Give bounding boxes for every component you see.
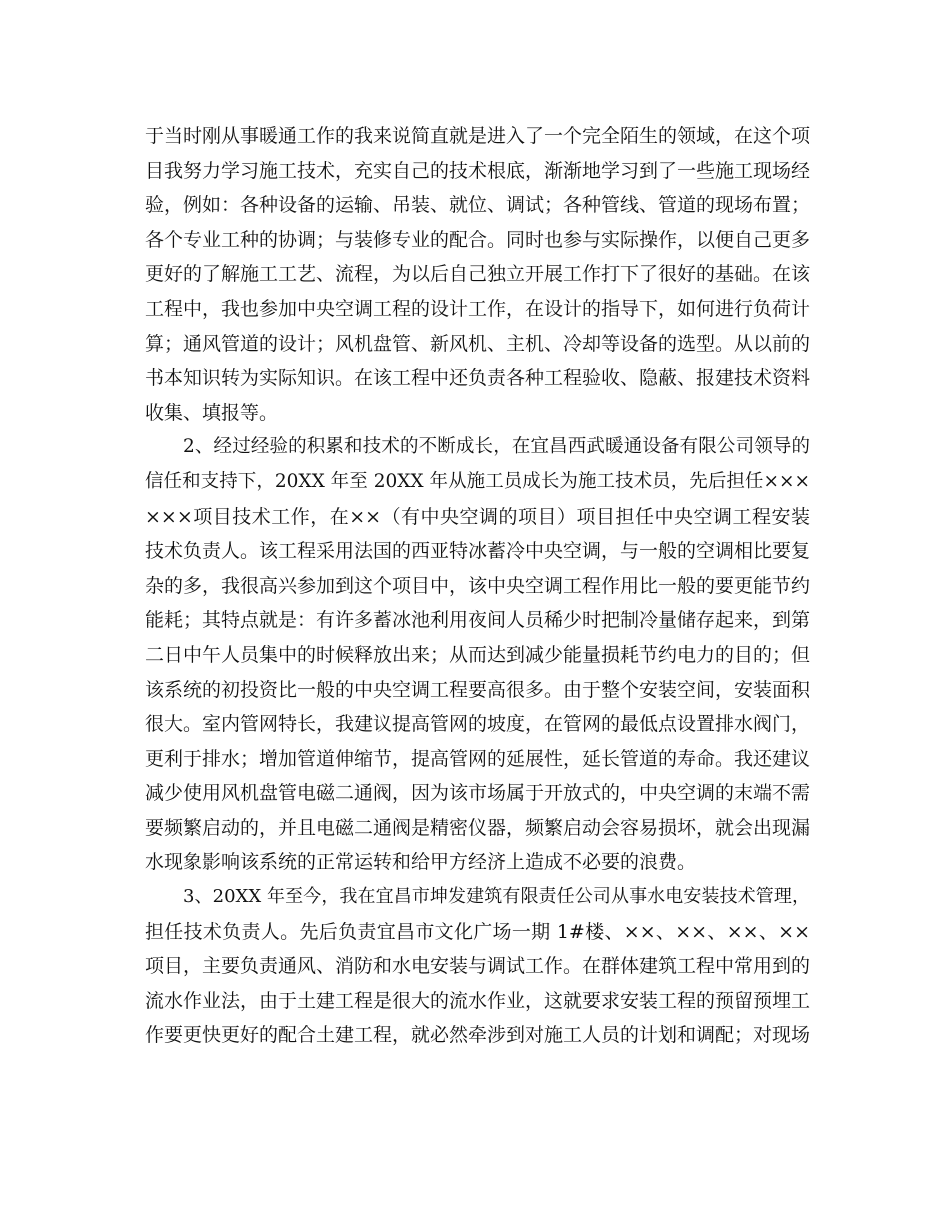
text-line: 担任技术负责人。先后负责宜昌市文化广场一期 1#楼、××、××、××、×× xyxy=(145,920,810,943)
text-line: 目我努力学习施工技术，充实自己的技术根底，渐渐地学习到了一些施工现场经 xyxy=(145,159,811,182)
text-line: 更好的了解施工工艺、流程，为以后自己独立开展工作打下了很好的基础。在该 xyxy=(145,263,811,286)
text-line: 工程中，我也参加中央空调工程的设计工作，在设计的指导下，如何进行负荷计 xyxy=(145,297,811,320)
text-line: 各个专业工种的协调；与装修专业的配合。同时也参与实际操作，以便自己更多 xyxy=(145,228,811,251)
text-line: 验，例如：各种设备的运输、吊装、就位、调试；各种管线、管道的现场布置； xyxy=(145,194,811,217)
text-line: 更利于排水；增加管道伸缩节，提高管网的延展性，延长管道的寿命。我还建议 xyxy=(145,747,811,770)
text-line: 信任和支持下，20XX 年至 20XX 年从施工员成长为施工技术员，先后担任××× xyxy=(145,470,810,492)
text-line: 于当时刚从事暖通工作的我来说简直就是进入了一个完全陌生的领域，在这个项 xyxy=(145,125,811,147)
body-text xyxy=(145,119,810,1053)
text-line: 项目，主要负责通风、消防和水电安装与调试工作。在群体建筑工程中常用到的 xyxy=(145,955,811,978)
text-line: 能耗；其特点就是：有许多蓄冰池利用夜间人员稀少时把制冷量储存起来，到第 xyxy=(145,609,811,632)
text-line: 二日中午人员集中的时候释放出来；从而达到减少能量损耗节约电力的目的；但 xyxy=(145,643,811,666)
text-line: 流水作业法，由于土建工程是很大的流水作业，这就要求安装工程的预留预埋工 xyxy=(145,989,811,1012)
text-line: 很大。室内管网特长，我建议提高管网的坡度，在管网的最低点设置排水阀门， xyxy=(145,713,811,736)
text-line: 水现象影响该系统的正常运转和给甲方经济上造成不必要的浪费。 xyxy=(145,851,697,874)
text-line: 要频繁启动的，并且电磁二通阀是精密仪器，频繁启动会容易损坏，就会出现漏 xyxy=(145,816,811,839)
paragraph-first-line: 3、20XX 年至今，我在宜昌市坤发建筑有限责任公司从事水电安装技术管理， xyxy=(183,886,810,908)
text-line: 减少使用风机盘管电磁二通阀，因为该市场属于开放式的，中央空调的末端不需 xyxy=(145,782,811,805)
text-line: 收集、填报等。 xyxy=(145,401,279,424)
paragraph-first-line: 2、经过经验的积累和技术的不断成长，在宜昌西武暖通设备有限公司领导的 xyxy=(183,436,810,458)
text-line: 作要更快更好的配合土建工程，就必然牵涉到对施工人员的计划和调配；对现场 xyxy=(145,1024,811,1047)
text-line: 算；通风管道的设计；风机盘管、新风机、主机、冷却等设备的选型。从以前的 xyxy=(145,332,811,355)
text-line: 杂的多，我很高兴参加到这个项目中，该中央空调工程作用比一般的要更能节约 xyxy=(145,574,811,597)
text-line: 该系统的初投资比一般的中央空调工程要高很多。由于整个安装空间，安装面积 xyxy=(145,678,811,701)
text-line: 技术负责人。该工程采用法国的西亚特冰蓄冷中央空调，与一般的空调相比要复 xyxy=(145,540,811,563)
text-line: ×××项目技术工作，在××（有中央空调的项目）项目担任中央空调工程安装 xyxy=(145,505,810,528)
text-line: 书本知识转为实际知识。在该工程中还负责各种工程验收、隐蔽、报建技术资料 xyxy=(145,367,811,390)
